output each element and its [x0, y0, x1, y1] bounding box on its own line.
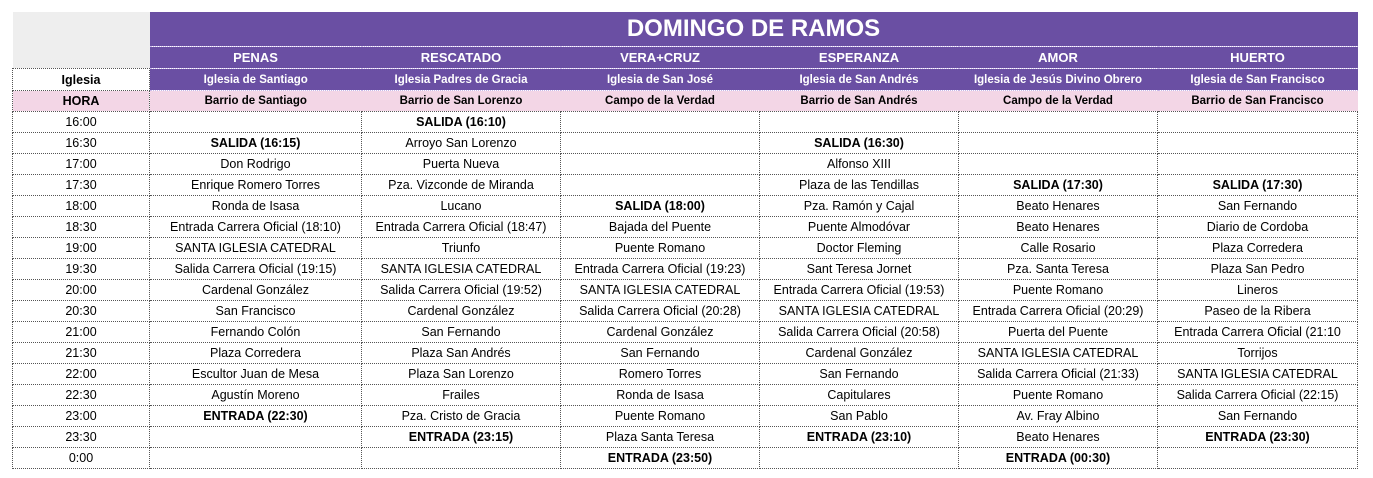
iglesia-name: Iglesia de San Andrés — [760, 69, 959, 91]
corner-cell — [13, 12, 150, 69]
schedule-cell: Escultor Juan de Mesa — [150, 364, 362, 385]
schedule-cell: Plaza San Pedro — [1158, 259, 1358, 280]
schedule-cell — [561, 154, 760, 175]
table-row — [13, 427, 1358, 448]
schedule-cell: ENTRADA (23:15) — [362, 427, 561, 448]
schedule-cell: SALIDA (17:30) — [1158, 175, 1358, 196]
iglesia-name: Iglesia de San Francisco — [1158, 69, 1358, 91]
table-row — [13, 364, 1358, 385]
schedule-cell: San Fernando — [1158, 406, 1358, 427]
schedule-cell: San Fernando — [561, 343, 760, 364]
time-cell: 21:00 — [13, 322, 150, 343]
schedule-cell: SALIDA (17:30) — [959, 175, 1158, 196]
schedule-cell: Entrada Carrera Oficial (19:23) — [561, 259, 760, 280]
schedule-sheet — [12, 12, 1358, 469]
table-row — [13, 385, 1358, 406]
schedule-cell: Ronda de Isasa — [150, 196, 362, 217]
schedule-cell: Puente Romano — [959, 385, 1158, 406]
iglesia-name: Iglesia de Jesús Divino Obrero — [959, 69, 1158, 91]
schedule-cell: Entrada Carrera Oficial (20:29) — [959, 301, 1158, 322]
schedule-cell: SANTA IGLESIA CATEDRAL — [760, 301, 959, 322]
schedule-cell: Entrada Carrera Oficial (21:10 — [1158, 322, 1358, 343]
schedule-cell: Plaza Corredera — [1158, 238, 1358, 259]
schedule-cell: SANTA IGLESIA CATEDRAL — [959, 343, 1158, 364]
schedule-cell: Beato Henares — [959, 427, 1158, 448]
schedule-cell: San Fernando — [760, 364, 959, 385]
time-cell: 18:30 — [13, 217, 150, 238]
schedule-table — [12, 12, 1358, 469]
time-cell: 23:00 — [13, 406, 150, 427]
hermandad-name: VERA+CRUZ — [561, 47, 760, 69]
schedule-cell: ENTRADA (22:30) — [150, 406, 362, 427]
time-cell: 20:30 — [13, 301, 150, 322]
schedule-cell: Enrique Romero Torres — [150, 175, 362, 196]
iglesia-label: Iglesia — [13, 69, 150, 91]
schedule-cell — [1158, 448, 1358, 469]
schedule-cell: Plaza Corredera — [150, 343, 362, 364]
schedule-cell: Fernando Colón — [150, 322, 362, 343]
schedule-cell: ENTRADA (23:50) — [561, 448, 760, 469]
schedule-cell: Arroyo San Lorenzo — [362, 133, 561, 154]
schedule-cell: Puerta del Puente — [959, 322, 1158, 343]
barrio-name: Barrio de San Francisco — [1158, 91, 1358, 112]
schedule-cell: SALIDA (16:10) — [362, 112, 561, 133]
table-row — [13, 238, 1358, 259]
hermandad-name: PENAS — [150, 47, 362, 69]
time-cell: 22:30 — [13, 385, 150, 406]
schedule-cell: Sant Teresa Jornet — [760, 259, 959, 280]
schedule-cell: Pza. Vizconde de Miranda — [362, 175, 561, 196]
schedule-cell: Paseo de la Ribera — [1158, 301, 1358, 322]
schedule-cell: Entrada Carrera Oficial (19:53) — [760, 280, 959, 301]
schedule-cell: ENTRADA (23:10) — [760, 427, 959, 448]
schedule-cell: Salida Carrera Oficial (21:33) — [959, 364, 1158, 385]
schedule-cell: Pza. Santa Teresa — [959, 259, 1158, 280]
title-row — [13, 12, 1358, 47]
schedule-cell: SANTA IGLESIA CATEDRAL — [561, 280, 760, 301]
schedule-cell: Salida Carrera Oficial (19:15) — [150, 259, 362, 280]
schedule-cell: Salida Carrera Oficial (20:28) — [561, 301, 760, 322]
schedule-cell — [1158, 154, 1358, 175]
table-row — [13, 133, 1358, 154]
schedule-cell: Capitulares — [760, 385, 959, 406]
schedule-cell: Plaza de las Tendillas — [760, 175, 959, 196]
barrio-name: Campo de la Verdad — [561, 91, 760, 112]
schedule-cell: Salida Carrera Oficial (22:15) — [1158, 385, 1358, 406]
time-cell: 23:30 — [13, 427, 150, 448]
schedule-cell: San Francisco — [150, 301, 362, 322]
table-row — [13, 196, 1358, 217]
schedule-cell: ENTRADA (00:30) — [959, 448, 1158, 469]
iglesia-name: Iglesia de San José — [561, 69, 760, 91]
schedule-cell: SANTA IGLESIA CATEDRAL — [150, 238, 362, 259]
schedule-cell: Beato Henares — [959, 196, 1158, 217]
schedule-cell: Plaza Santa Teresa — [561, 427, 760, 448]
schedule-cell: Puente Romano — [561, 406, 760, 427]
schedule-cell — [959, 133, 1158, 154]
table-row — [13, 448, 1358, 469]
schedule-cell — [561, 112, 760, 133]
schedule-cell: Don Rodrigo — [150, 154, 362, 175]
table-row — [13, 154, 1358, 175]
schedule-cell — [561, 133, 760, 154]
schedule-cell: San Fernando — [1158, 196, 1358, 217]
schedule-cell: Agustín Moreno — [150, 385, 362, 406]
iglesia-row — [13, 69, 1358, 91]
iglesia-name: Iglesia de Santiago — [150, 69, 362, 91]
schedule-cell: Diario de Cordoba — [1158, 217, 1358, 238]
schedule-cell: Ronda de Isasa — [561, 385, 760, 406]
schedule-cell: Plaza San Andrés — [362, 343, 561, 364]
schedule-cell — [150, 112, 362, 133]
time-cell: 16:00 — [13, 112, 150, 133]
hermandad-name: HUERTO — [1158, 47, 1358, 69]
hermandad-name: AMOR — [959, 47, 1158, 69]
schedule-cell — [760, 448, 959, 469]
schedule-cell: Frailes — [362, 385, 561, 406]
schedule-cell — [1158, 133, 1358, 154]
barrio-name: Barrio de Santiago — [150, 91, 362, 112]
schedule-cell: Triunfo — [362, 238, 561, 259]
schedule-cell — [1158, 112, 1358, 133]
time-cell: 19:00 — [13, 238, 150, 259]
table-row — [13, 322, 1358, 343]
time-cell: 19:30 — [13, 259, 150, 280]
schedule-cell: Puente Romano — [561, 238, 760, 259]
schedule-cell — [150, 427, 362, 448]
table-row — [13, 112, 1358, 133]
schedule-cell: Calle Rosario — [959, 238, 1158, 259]
schedule-cell: Pza. Ramón y Cajal — [760, 196, 959, 217]
table-row — [13, 175, 1358, 196]
time-cell: 17:30 — [13, 175, 150, 196]
table-row — [13, 217, 1358, 238]
page-title: DOMINGO DE RAMOS — [150, 12, 1358, 47]
schedule-cell: Plaza San Lorenzo — [362, 364, 561, 385]
schedule-cell: Lucano — [362, 196, 561, 217]
table-row — [13, 343, 1358, 364]
iglesia-name: Iglesia Padres de Gracia — [362, 69, 561, 91]
schedule-cell: Lineros — [1158, 280, 1358, 301]
barrio-name: Barrio de San Lorenzo — [362, 91, 561, 112]
time-cell: 16:30 — [13, 133, 150, 154]
schedule-cell — [760, 112, 959, 133]
schedule-cell — [150, 448, 362, 469]
table-row — [13, 301, 1358, 322]
hermandad-row — [13, 47, 1358, 69]
schedule-cell: Puerta Nueva — [362, 154, 561, 175]
schedule-cell: Bajada del Puente — [561, 217, 760, 238]
time-cell: 21:30 — [13, 343, 150, 364]
schedule-cell: ENTRADA (23:30) — [1158, 427, 1358, 448]
schedule-cell: SALIDA (16:30) — [760, 133, 959, 154]
table-row — [13, 406, 1358, 427]
time-cell: 22:00 — [13, 364, 150, 385]
schedule-cell: Entrada Carrera Oficial (18:47) — [362, 217, 561, 238]
schedule-cell: Cardenal González — [150, 280, 362, 301]
schedule-cell: Torrijos — [1158, 343, 1358, 364]
schedule-cell: Romero Torres — [561, 364, 760, 385]
hermandad-name: RESCATADO — [362, 47, 561, 69]
hora-row — [13, 91, 1358, 112]
schedule-cell: San Pablo — [760, 406, 959, 427]
barrio-name: Barrio de San Andrés — [760, 91, 959, 112]
table-row — [13, 280, 1358, 301]
schedule-cell: Cardenal González — [362, 301, 561, 322]
schedule-cell: SANTA IGLESIA CATEDRAL — [362, 259, 561, 280]
hora-label: HORA — [13, 91, 150, 112]
hermandad-name: ESPERANZA — [760, 47, 959, 69]
schedule-cell: Beato Henares — [959, 217, 1158, 238]
schedule-cell: Alfonso XIII — [760, 154, 959, 175]
schedule-cell: Av. Fray Albino — [959, 406, 1158, 427]
time-cell: 18:00 — [13, 196, 150, 217]
schedule-cell: Salida Carrera Oficial (20:58) — [760, 322, 959, 343]
schedule-cell: SALIDA (18:00) — [561, 196, 760, 217]
table-row — [13, 259, 1358, 280]
schedule-cell: Cardenal González — [760, 343, 959, 364]
schedule-cell: Doctor Fleming — [760, 238, 959, 259]
time-cell: 20:00 — [13, 280, 150, 301]
schedule-cell — [959, 112, 1158, 133]
barrio-name: Campo de la Verdad — [959, 91, 1158, 112]
schedule-cell: Entrada Carrera Oficial (18:10) — [150, 217, 362, 238]
time-cell: 0:00 — [13, 448, 150, 469]
schedule-cell — [362, 448, 561, 469]
schedule-cell: Salida Carrera Oficial (19:52) — [362, 280, 561, 301]
schedule-cell: Pza. Cristo de Gracia — [362, 406, 561, 427]
schedule-cell: SANTA IGLESIA CATEDRAL — [1158, 364, 1358, 385]
schedule-cell — [561, 175, 760, 196]
schedule-cell: Cardenal González — [561, 322, 760, 343]
schedule-cell: Puente Romano — [959, 280, 1158, 301]
schedule-cell: SALIDA (16:15) — [150, 133, 362, 154]
schedule-cell — [959, 154, 1158, 175]
schedule-cell: San Fernando — [362, 322, 561, 343]
time-cell: 17:00 — [13, 154, 150, 175]
schedule-cell: Puente Almodóvar — [760, 217, 959, 238]
